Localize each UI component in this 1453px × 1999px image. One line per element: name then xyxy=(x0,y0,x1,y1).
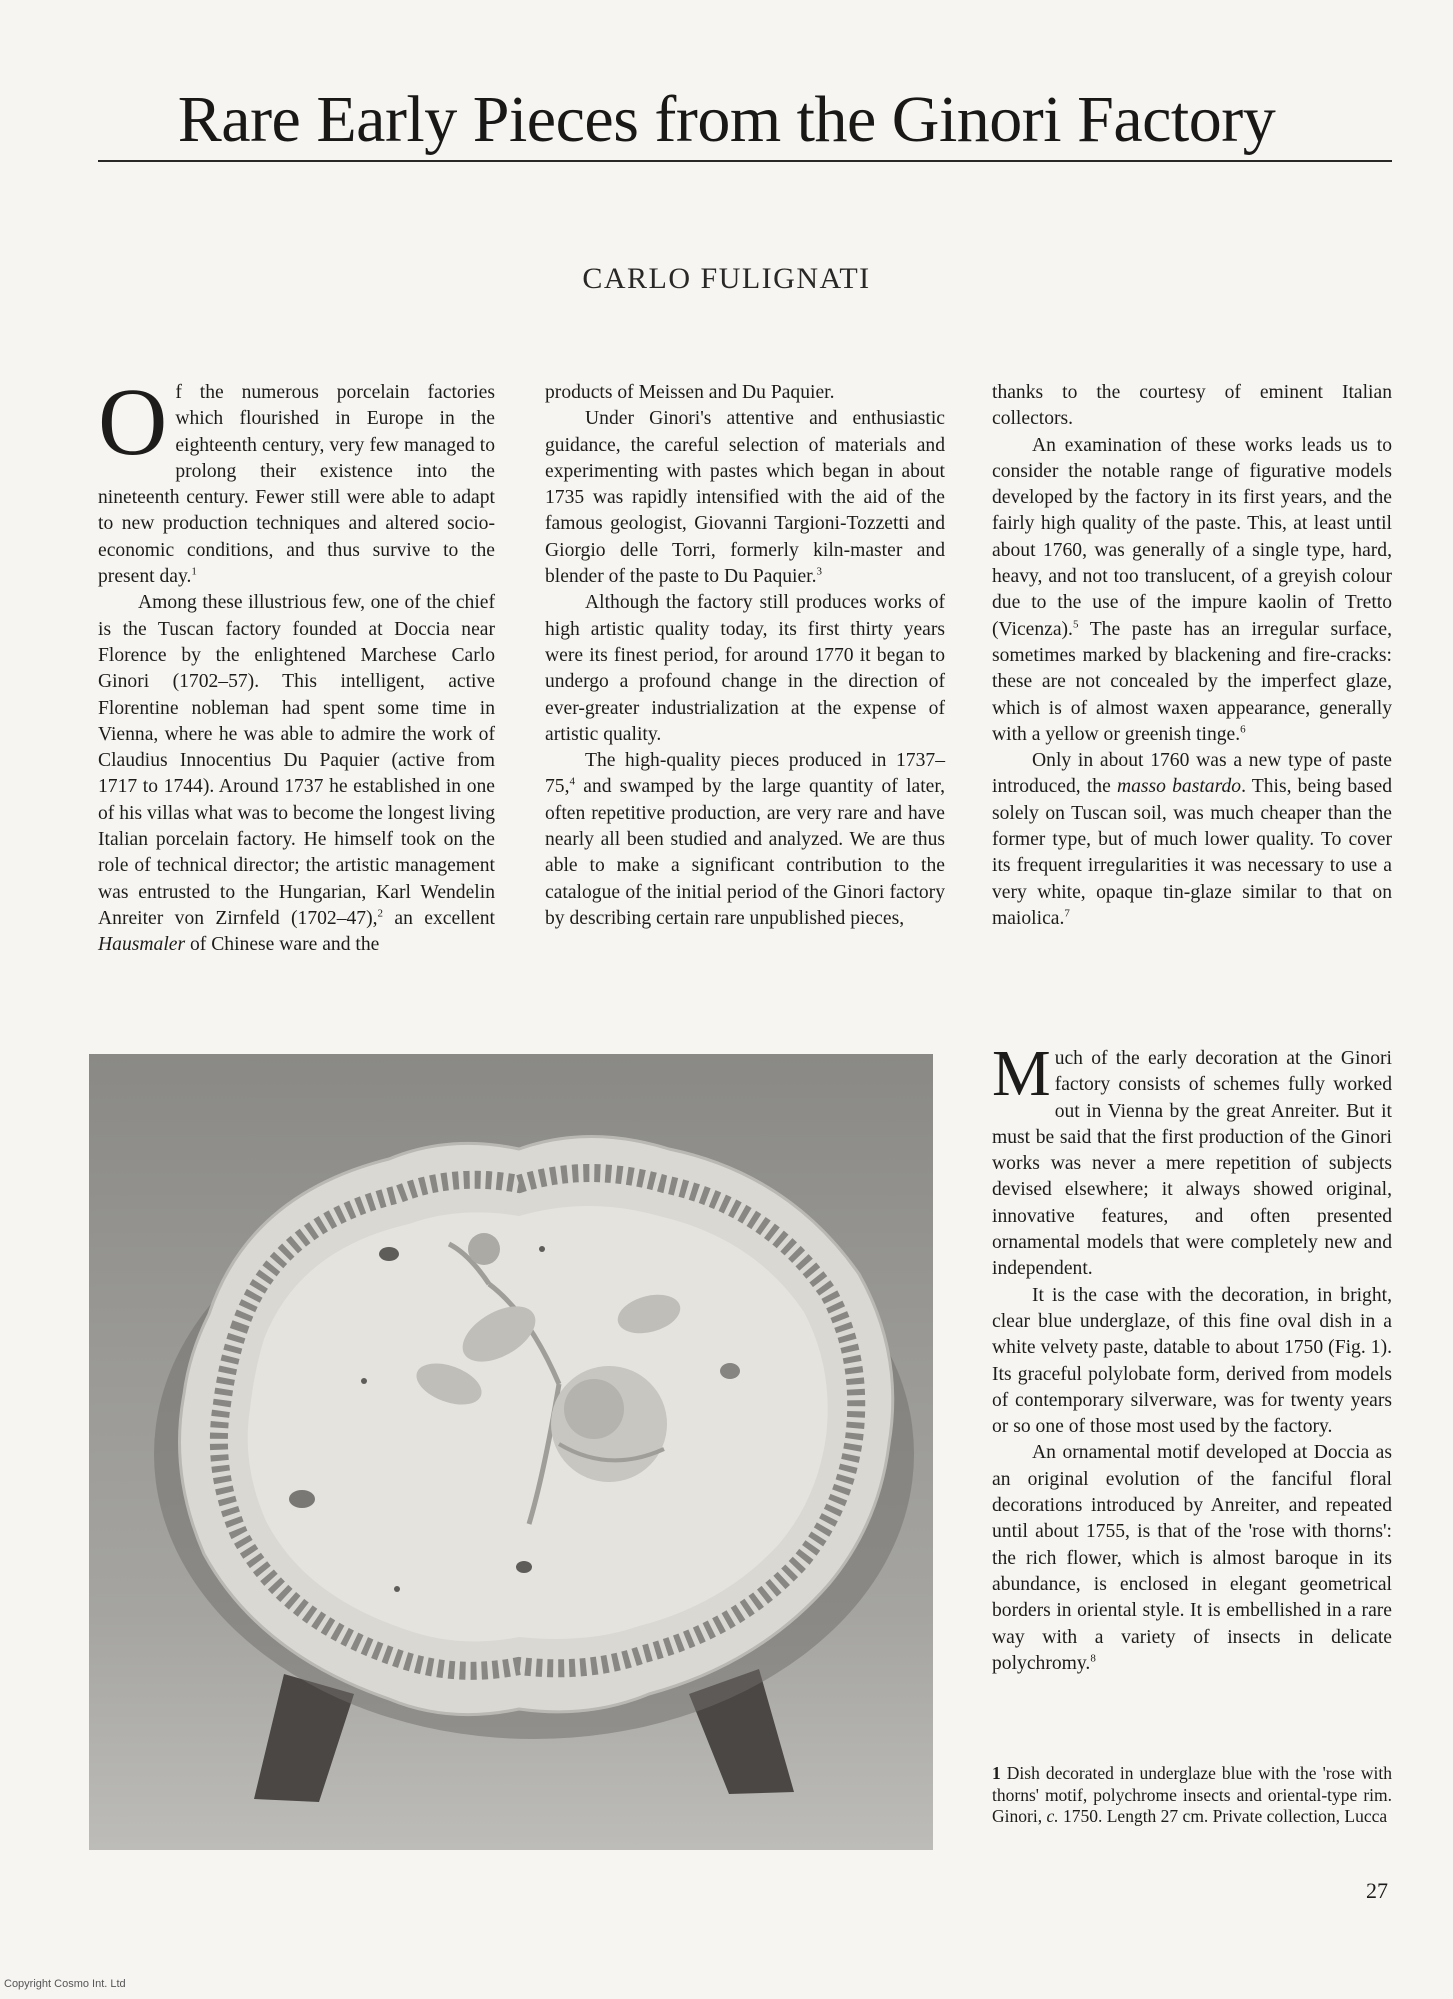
text: an excellent xyxy=(383,907,495,929)
title-rule xyxy=(98,160,1392,162)
paragraph xyxy=(992,433,1392,749)
paragraph xyxy=(992,1283,1392,1441)
dish-illustration xyxy=(89,1054,933,1850)
footnote-ref: 4 xyxy=(569,775,575,788)
text: of Chinese ware and the xyxy=(185,934,380,956)
italic-text: masso bastardo xyxy=(1116,776,1242,798)
copyright-notice: Copyright Cosmo Int. Ltd xyxy=(4,1978,126,1990)
article-title: Rare Early Pieces from the Ginori Factory xyxy=(177,83,1276,156)
paragraph xyxy=(992,1037,1392,1283)
text-column-1 xyxy=(98,368,495,959)
text: Under Ginori's attentive and enthusiastic guidance, the careful selection of materials and experimenting with pastes which began in about 1735 was rapidly intensified with the aid of the famous geologist, Giovanni Targioni-Tozzetti and Giorgio delle Torri, formerly kiln-master and blender of the paste to Du Paquier. xyxy=(545,408,945,588)
paragraph xyxy=(98,590,495,958)
page-number: 27 xyxy=(1366,1878,1388,1903)
drop-cap: M xyxy=(992,1037,1051,1110)
text: thanks to the courtesy of eminent Italian collectors. xyxy=(992,382,1392,430)
text: . This, being based solely on Tuscan soil, was much cheaper than the former type, but of much lower quality. To cover its frequent irregularities it was necessary to use a very white, opaque tin-glaze similar to that on maiolica. xyxy=(992,776,1392,929)
paragraph xyxy=(545,748,945,932)
paragraph xyxy=(98,368,495,590)
text: products of Meissen and Du Paquier. xyxy=(545,382,835,403)
text: The high-quality pieces produced in 1737–75, xyxy=(545,750,945,798)
footnote-ref: 5 xyxy=(1072,618,1079,631)
text: uch of the early decoration at the Ginori factory consists of schemes fully worked out in Vienna by the great Anreiter. But it must be said that the first production of the Ginori works was never a mere repetition of subjects devised elsewhere; it always showed original, innovative features, and often presented ornamental models that were completely new and independent. xyxy=(992,1048,1392,1280)
text: Dish decorated in underglaze blue with the 'rose with thorns' motif, polychrome insects and oriental-type rim. Ginori, xyxy=(992,1763,1392,1827)
footnote-ref: 2 xyxy=(377,907,384,920)
paragraph xyxy=(992,748,1392,932)
paragraph xyxy=(545,590,945,748)
text: Among these illustrious few, one of the chief is the Tuscan factory founded at Doccia near Florence by the enlightened Marchese Carlo Ginori (1702–57). This intelligent, active Florentine nobleman had spent some time in Vienna, where he was able to admire the work of Claudius Innocentius Du Paquier (active from 1717 to 1744). Around 1737 he established in one of his villas what was to become the longest living Italian porcelain factory. He himself took on the role of technical director; the artistic management was entrusted to the Hungarian, Karl Wendelin Anreiter von Zirnfeld (1702–47), xyxy=(98,592,495,929)
text: It is the case with the decoration, in bright, clear blue underglaze, of this fine oval dish in a white velvety paste, datable to about 1750 (Fig. 1). Its graceful polylobate form, derived from models of contemporary silverware, was for twenty years or so one of those most used by the factory. xyxy=(992,1284,1392,1438)
footnote-ref: 7 xyxy=(1064,907,1070,920)
text: 1750. Length 27 cm. Private collection, Lucca xyxy=(1058,1806,1388,1827)
text-column-3 xyxy=(992,380,1392,932)
text-column-4 xyxy=(992,1037,1392,1677)
figure-1-photo xyxy=(89,1054,933,1850)
italic-text: Hausmaler xyxy=(98,934,186,956)
text: An ornamental motif developed at Doccia as an original evolution of the fanciful floral decorations introduced by Anreiter, and repeated until about 1755, is that of the 'rose with thorns': the rich flower, which is almost baroque in its abundance, is enclosed in elegant geometrical borders in oriental style. It is embellished in a rare way with a variety of insects in delicate polychromy. xyxy=(992,1442,1392,1674)
text: The paste has an irregular surface, sometimes marked by blackening and fire-cracks: these are not concealed by the imperfect glaze, which is of almost waxen appearance, generally with a yellow or greenish tinge. xyxy=(992,618,1392,745)
drop-cap: O xyxy=(98,368,168,475)
text: f the numerous porcelain factories which flourished in Europe in the eighteenth century, very few managed to prolong their existence into the nineteenth century. Fewer still were able to adapt to new production techniques and altered socio-economic conditions, and thus survive to the present day. xyxy=(98,382,495,588)
text-column-2 xyxy=(545,380,945,932)
author-name: CARLO FULIGNATI xyxy=(582,262,871,295)
figure-caption xyxy=(992,1763,1392,1828)
caption-number: 1 xyxy=(992,1763,1001,1783)
paragraph xyxy=(992,380,1392,433)
text: Although the factory still produces works of high artistic quality today, its first thirty years were its finest period, for around 1770 it began to undergo a profound change in the direction of ever-greater industrialization at the expense of artistic quality. xyxy=(545,592,945,745)
footnote-ref: 8 xyxy=(1090,1652,1096,1665)
text: Only in about 1760 was a new type of paste introduced, the xyxy=(992,750,1392,798)
paragraph xyxy=(992,1440,1392,1677)
paragraph xyxy=(545,380,945,406)
paragraph xyxy=(545,406,945,590)
text: and swamped by the large quantity of later, often repetitive production, are very rare and have nearly all been studied and analyzed. We are thus able to make a significant contribution to the catalogue of the initial period of the Ginori factory by describing certain rare unpublished pieces, xyxy=(545,776,945,929)
dish-well xyxy=(248,1206,828,1642)
italic-text: c. xyxy=(1046,1806,1059,1827)
footnote-ref: 6 xyxy=(1240,723,1246,736)
footnote-ref: 3 xyxy=(816,565,823,578)
footnote-ref: 1 xyxy=(191,565,197,578)
text: An examination of these works leads us to consider the notable range of figurative models developed by the factory in its first years, and the fairly high quality of the paste. This, at least until about 1760, was generally of a single type, hard, heavy, and not too translucent, of a greyish colour due to the use of the impure kaolin of Tretto (Vicenza). xyxy=(992,434,1392,640)
